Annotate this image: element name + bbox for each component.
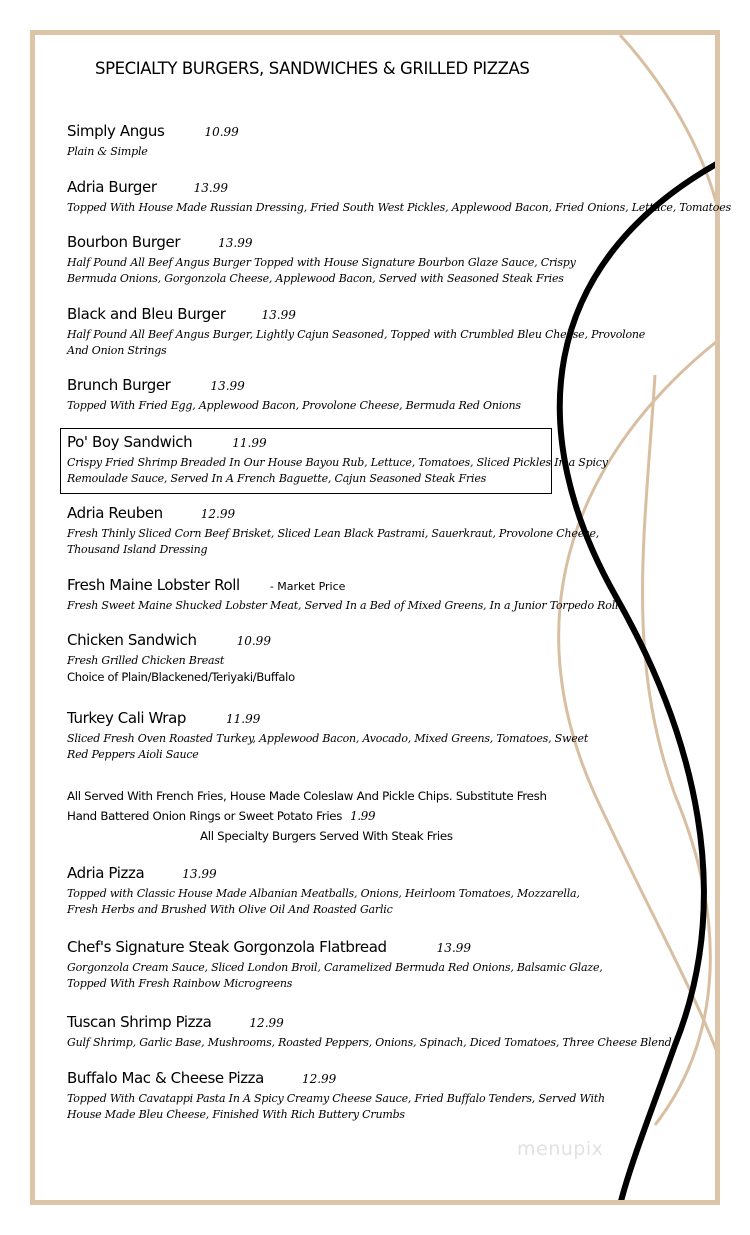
item-name: Simply Angus — [67, 122, 165, 140]
item-description: And Onion Strings — [67, 344, 167, 357]
item-name: Brunch Burger — [67, 376, 171, 394]
menu-item — [67, 864, 580, 918]
item-price: 11.99 — [226, 712, 261, 726]
item-price: - Market Price — [269, 580, 346, 593]
substitute-text: Hand Battered Onion Rings or Sweet Potato Fries — [67, 809, 343, 823]
sides-note — [67, 786, 547, 846]
item-name: Chicken Sandwich — [67, 631, 197, 649]
menu-item — [67, 1013, 671, 1051]
item-price: 13.99 — [436, 941, 472, 955]
menu-item — [67, 709, 588, 763]
item-name: Buffalo Mac & Cheese Pizza — [67, 1069, 264, 1087]
item-description: Fresh Sweet Maine Shucked Lobster Meat, Served In a Bed of Mixed Greens, In a Junior Torpedo Roll — [67, 599, 619, 612]
item-description: Fresh Thinly Sliced Corn Beef Brisket, Sliced Lean Black Pastrami, Sauerkraut, Provolone Cheese, — [67, 527, 600, 540]
item-price: 13.99 — [261, 308, 296, 322]
item-description: Crispy Fried Shrimp Breaded In Our House Bayou Rub, Lettuce, Tomatoes, Sliced Pickles In a Spicy — [67, 456, 608, 469]
item-name: Adria Pizza — [67, 864, 145, 882]
item-description: Topped with Classic House Made Albanian Meatballs, Onions, Heirloom Tomatoes, Mozzarella, — [67, 887, 580, 900]
item-description: Red Peppers Aioli Sauce — [67, 748, 199, 761]
item-description: Gulf Shrimp, Garlic Base, Mushrooms, Roasted Peppers, Onions, Spinach, Diced Tomatoes, Three Cheese Blend — [67, 1036, 672, 1049]
featured-menu-item — [60, 428, 608, 494]
menu-item — [67, 376, 521, 414]
item-name: Tuscan Shrimp Pizza — [67, 1013, 212, 1031]
item-description: Gorgonzola Cream Sauce, Sliced London Broil, Caramelized Bermuda Red Onions, Balsamic Glaze, — [67, 961, 603, 974]
item-description: House Made Bleu Cheese, Finished With Rich Buttery Crumbs — [67, 1108, 405, 1121]
item-description: Remoulade Sauce, Served In A French Baguette, Cajun Seasoned Steak Fries — [67, 472, 487, 485]
menu-item — [67, 178, 731, 216]
item-price: 10.99 — [204, 125, 239, 139]
item-description: Topped With House Made Russian Dressing, Fried South West Pickles, Applewood Bacon, Fried Onions, Lettuce, Tomatoes — [67, 201, 731, 214]
item-price: 13.99 — [193, 181, 228, 195]
item-description: Topped With Fresh Rainbow Microgreens — [67, 977, 293, 990]
item-description: Half Pound All Beef Angus Burger Topped with House Signature Bourbon Glaze Sauce, Crispy — [67, 256, 576, 269]
item-name: Chef's Signature Steak Gorgonzola Flatbread — [67, 938, 387, 956]
sides-note-line — [67, 806, 547, 826]
watermark-logo: menupix — [517, 1138, 604, 1160]
menu-item — [67, 122, 239, 160]
item-price: 10.99 — [236, 634, 271, 648]
menu-item — [67, 631, 295, 685]
item-name: Adria Burger — [67, 178, 157, 196]
item-description: Topped With Cavatappi Pasta In A Spicy Creamy Cheese Sauce, Fried Buffalo Tenders, Served With — [67, 1092, 605, 1105]
menu-item — [67, 233, 576, 287]
swirl-light-1 — [620, 35, 715, 295]
item-name: Black and Bleu Burger — [67, 305, 226, 323]
item-price: 13.99 — [210, 379, 245, 393]
item-description: Half Pound All Beef Angus Burger, Lightly Cajun Seasoned, Topped with Crumbled Bleu Cheese, Provolone — [67, 328, 646, 341]
menu-item — [67, 576, 618, 614]
item-description: Plain & Simple — [67, 145, 148, 158]
item-price: 13.99 — [182, 867, 217, 881]
item-price: 11.99 — [232, 436, 267, 450]
item-price: 12.99 — [301, 1072, 337, 1086]
item-name: Adria Reuben — [67, 504, 163, 522]
item-price: 12.99 — [249, 1016, 284, 1030]
item-description: Topped With Fried Egg, Applewood Bacon, Provolone Cheese, Bermuda Red Onions — [67, 399, 521, 412]
sides-note-line: All Served With French Fries, House Made Coleslaw And Pickle Chips. Substitute Fresh — [67, 789, 547, 803]
item-description: Sliced Fresh Oven Roasted Turkey, Applewood Bacon, Avocado, Mixed Greens, Tomatoes, Sweet — [67, 732, 589, 745]
menu-section-title: SPECIALTY BURGERS, SANDWICHES & GRILLED PIZZAS — [95, 59, 530, 78]
menu-item — [67, 1069, 605, 1123]
item-options: Choice of Plain/Blackened/Teriyaki/Buffalo — [67, 670, 295, 684]
menu-item — [67, 305, 645, 359]
item-name: Bourbon Burger — [67, 233, 181, 251]
item-description: Bermuda Onions, Gorgonzola Cheese, Applewood Bacon, Served with Seasoned Steak Fries — [67, 272, 564, 285]
item-name: Fresh Maine Lobster Roll — [67, 576, 240, 594]
item-description: Fresh Herbs and Brushed With Olive Oil And Roasted Garlic — [67, 903, 393, 916]
item-price: 12.99 — [200, 507, 236, 521]
item-name: Po' Boy Sandwich — [67, 433, 193, 451]
menu-item — [67, 504, 599, 558]
item-description: Thousand Island Dressing — [67, 543, 208, 556]
menu-item — [67, 938, 603, 992]
item-price: 13.99 — [218, 236, 253, 250]
item-name: Turkey Cali Wrap — [67, 709, 186, 727]
steak-fries-note: All Specialty Burgers Served With Steak Fries — [200, 829, 453, 843]
substitute-price: 1.99 — [350, 809, 376, 823]
item-description: Fresh Grilled Chicken Breast — [67, 654, 225, 667]
